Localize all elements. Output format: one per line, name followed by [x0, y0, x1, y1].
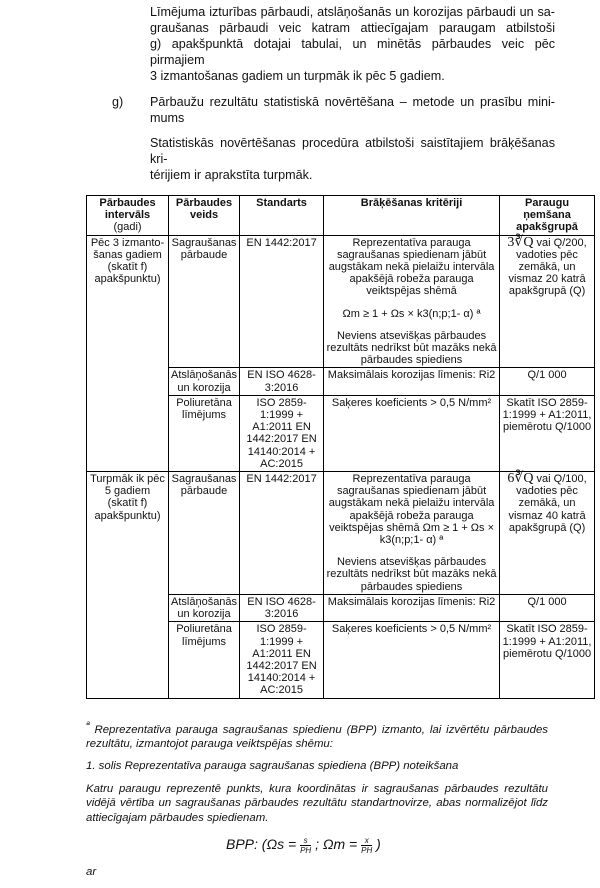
footnote-step: 1. solis Reprezentatīva parauga sagraušanas spiediena (BPP) noteikšana: [86, 760, 459, 773]
sampling-cell: Q/1 000: [500, 594, 595, 621]
section-body: [150, 135, 555, 183]
section-title: [150, 94, 555, 126]
interval-cell: Pēc 3 izmanto-šanas gadiem (skatīt f) apakšpunktu): [87, 235, 169, 471]
text-line: 3 izmantošanas gadiem un turpmāk ik pēc 5 gadiem.: [150, 69, 445, 83]
sampling-cell: Skatīt ISO 2859-1:1999 + A1:2011, piemērotu Q/1000: [500, 622, 595, 698]
standard-cell: EN ISO 4628-3:2016: [240, 368, 324, 395]
text-line: mums: [150, 111, 185, 125]
table-header-row: [87, 196, 595, 236]
formula-part: ): [376, 836, 381, 853]
header-sampling: Paraugu ņemšana apakšgrupā: [500, 196, 595, 236]
criteria-formula: Ωm ≥ 1 + Ωs × k3(n;p;1- α) ª: [342, 307, 481, 320]
standard-cell: ISO 2859-1:1999 + A1:2011 EN 1442:2017 EN 14140:2014 + AC:2015: [240, 395, 324, 471]
footnote-text: Reprezentatīva parauga sagraušanas spiedienu (BPP) izmanto, lai izvērtētu pārbaudes rezultātu, izmantojot parauga veiktspējas shēmu:: [86, 723, 548, 750]
text-line: graušanas pārbaudi veic katram attiecīgajam paraugam atbilstoši: [150, 21, 555, 35]
criteria-cell: Saķeres koeficients > 0,5 N/mm²: [324, 622, 500, 698]
standard-cell: ISO 2859-1:1999 + A1:2011 EN 1442:2017 EN 14140:2014 + AC:2015: [240, 622, 324, 698]
type-cell: Atslāņošanās un korozija: [169, 368, 240, 395]
criteria-text: Neviens atsevišķas pārbaudes rezultāts nedrīkst būt mazāks nekā pārbaudes spiediens: [326, 329, 497, 367]
cube-root-icon: ∛Q: [514, 234, 534, 250]
criteria-cell: Saķeres koeficients > 0,5 N/mm²: [324, 395, 500, 471]
text-line: Statistiskās novērtēšanas procedūra atbilstoši saistītajiem brāķēšanas kri-: [150, 136, 555, 166]
text-line: g) apakšpunktā dotajai tabulai, un minētās pārbaudes veic pēc pirmajiem: [150, 37, 555, 67]
header-criteria: Brāķēšanas kritēriji: [324, 196, 500, 236]
bpp-formula: [226, 833, 548, 855]
table-row: [87, 235, 595, 368]
footnote-paragraph: Katru paraugu reprezentē punkts, kura koordinātas ir sagraušanas pārbaudes rezultātu vidējā vērtība un sagraušanas pārbaudes rezultātu standartnovirze, abas normalizējot līdz attiecīgajam pārbaudes spiedienam.: [86, 782, 548, 824]
root-coefficient: 6: [507, 471, 515, 487]
sampling-text: vai Q/200, vadoties pēc zemākā, un vismaz 20 katrā apakšgrupā (Q): [508, 236, 587, 298]
section-g: [0, 94, 600, 183]
cube-root-icon: ∛Q: [514, 471, 534, 487]
test-table: [86, 195, 595, 699]
formula-part: BPP: (Ωs =: [226, 836, 301, 853]
formula-part: ; Ωm =: [311, 836, 362, 853]
footnote-mark: ª: [86, 719, 90, 731]
standard-cell: EN 1442:2017: [240, 472, 324, 595]
header-label: Pārbaudes intervāls: [99, 197, 156, 222]
type-cell: Sagraušanas pārbaude: [169, 472, 240, 595]
type-cell: Atslāņošanās un korozija: [169, 594, 240, 621]
standard-cell: EN ISO 4628-3:2016: [240, 594, 324, 621]
denominator: PH: [361, 846, 373, 856]
footnote: [86, 719, 548, 752]
criteria-cell: [324, 472, 500, 595]
numerator: x: [361, 836, 372, 846]
criteria-text: Reprezentatīva parauga sagraušanas spiedienam jābūt augstākam nekā pielaižu intervāla apakšējā robeža parauga veiktspējas shēmā Ωm ≥ 1 + Ωs × k3(n;p;1- α) ª: [328, 473, 495, 547]
footnote-ar: ar: [86, 866, 97, 879]
sampling-cell: Skatīt ISO 2859-1:1999 + A1:2011, piemērotu Q/1000: [500, 395, 595, 471]
text-line: Pārbaužu rezultātu statistiskā novērtēšana – metode un prasību mini-: [150, 95, 555, 109]
criteria-text: Neviens atsevišķas pārbaudes rezultāts nedrīkst būt mazāks nekā pārbaudes spiediens: [326, 556, 497, 593]
header-standard: Standarts: [240, 196, 324, 236]
criteria-cell: Maksimālais korozijas līmenis: Ri2: [324, 594, 500, 621]
root-coefficient: 3: [507, 234, 515, 250]
denominator: PH: [300, 846, 312, 856]
header-interval: [87, 196, 169, 236]
sampling-cell: [500, 472, 595, 595]
text-line: Līmējuma izturības pārbaudi, atslāņošanās un korozijas pārbaudi un sa-: [150, 5, 555, 19]
type-cell: Poliuretāna līmējums: [169, 395, 240, 471]
table-row: [87, 472, 595, 595]
numerator: s: [300, 836, 311, 846]
criteria-cell: [324, 235, 500, 368]
standard-cell: EN 1442:2017: [240, 235, 324, 368]
interval-cell: Turpmāk ik pēc 5 gadiem (skatīt f) apakšpunktu): [87, 472, 169, 698]
criteria-cell: Maksimālais korozijas līmenis: Ri2: [324, 368, 500, 395]
sampling-text: vai Q/100, vadoties pēc zemākā, un vismaz 40 katrā apakšgrupā (Q): [508, 473, 587, 534]
criteria-text: Reprezentatīva parauga sagraušanas spiedienam jābūt augstākam nekā pielaižu intervāla apakšējā robeža parauga veiktspējas shēmā: [328, 236, 495, 298]
fraction-x: [361, 836, 372, 855]
sampling-cell: Q/1 000: [500, 368, 595, 395]
type-cell: Sagraušanas pārbaude: [169, 235, 240, 368]
header-sub: (gadi): [113, 221, 142, 234]
type-cell: Poliuretāna līmējums: [169, 622, 240, 698]
section-marker: g): [112, 95, 124, 109]
footnotes: [86, 719, 548, 880]
text-line: térijiem ir aprakstīta turpmāk.: [150, 168, 313, 182]
fraction-s: [300, 836, 311, 855]
intro-paragraph: [150, 4, 555, 84]
sampling-cell: [500, 235, 595, 368]
header-type: Pārbaudes veids: [169, 196, 240, 236]
